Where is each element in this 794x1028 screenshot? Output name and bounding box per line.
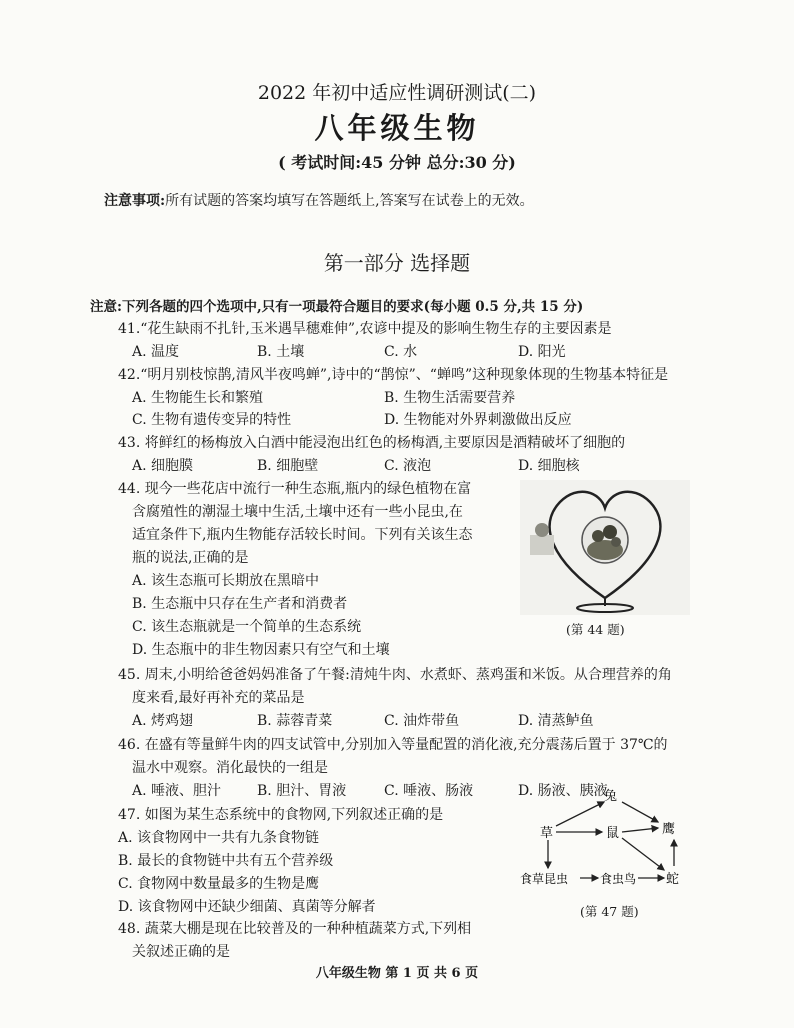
- q47-figure-caption: (第 47 题): [580, 904, 639, 919]
- q41-option-a: A. 温度: [132, 344, 180, 360]
- small-pot-icon: [530, 535, 554, 555]
- arrow-rabbit-hawk: [622, 802, 658, 822]
- q47-stem: 47. 如图为某生态系统中的食物网,下列叙述正确的是: [118, 807, 444, 823]
- exam-title: 2022 年初中适应性调研测试(二): [257, 82, 537, 104]
- section-title: 第一部分 选择题: [323, 251, 471, 275]
- q46-stem-line: 46. 在盛有等量鲜牛肉的四支试管中,分别加入等量配置的消化液,充分震荡后置于 37℃的: [118, 737, 668, 753]
- node-snake: 蛇: [666, 872, 680, 887]
- q48-stem-line: 48. 蔬菜大棚是现在比较普及的一种种植蔬菜方式,下列相: [118, 921, 472, 937]
- node-insect: 食草昆虫: [520, 872, 569, 886]
- q42-stem: 42.“明月别枝惊鹊,清风半夜鸣蝉”,诗中的“鹊惊”、“蝉鸣”这种现象体现的生物基本特征是: [118, 367, 669, 383]
- q44-stem-line: 瓶的说法,正确的是: [132, 550, 249, 566]
- q41-option-c: C. 水: [384, 344, 418, 360]
- q41-option-b: B. 土壤: [257, 344, 305, 360]
- page-footer: 八年级生物 第 1 页 共 6 页: [315, 966, 479, 981]
- node-grass: 草: [540, 826, 554, 841]
- q43-option-d: D. 细胞核: [518, 458, 580, 474]
- subject-title: 八年级生物: [314, 111, 480, 145]
- notice-label: 注意事项:: [104, 193, 166, 209]
- q47-option-b: B. 最长的食物链中共有五个营养级: [118, 853, 334, 869]
- small-plant-icon: [535, 523, 549, 537]
- q42-option-b: B. 生物生活需要营养: [384, 390, 516, 406]
- q46-option-c: C. 唾液、肠液: [384, 783, 474, 799]
- q44-figure-caption: (第 44 题): [566, 622, 625, 637]
- q44-stem-line: 适宜条件下,瓶内生物能存活较长时间。下列有关该生态: [132, 527, 473, 543]
- q47-option-c: C. 食物网中数量最多的生物是鹰: [118, 876, 320, 892]
- q41-option-d: D. 阳光: [518, 344, 566, 360]
- q46-stem-line: 温水中观察。消化最快的一组是: [132, 760, 328, 776]
- q43-option-a: A. 细胞膜: [132, 458, 194, 474]
- q48-stem-line: 关叙述正确的是: [132, 944, 230, 960]
- plant-icon: [592, 530, 604, 542]
- q44-option-d: D. 生态瓶中的非生物因素只有空气和土壤: [132, 642, 390, 658]
- q45-option-b: B. 蒜蓉青菜: [257, 713, 333, 729]
- q43-option-b: B. 细胞壁: [257, 458, 319, 474]
- arrow-mouse-hawk: [622, 828, 658, 832]
- node-rabbit: 兔: [604, 789, 618, 804]
- q44-option-b: B. 生态瓶中只存在生产者和消费者: [132, 596, 348, 612]
- q45-option-d: D. 清蒸鲈鱼: [518, 713, 594, 729]
- ecobottle-figure: [520, 480, 690, 615]
- q46-option-b: B. 胆汁、胃液: [257, 783, 347, 799]
- q45-stem-line: 45. 周末,小明给爸爸妈妈准备了午餐:清炖牛肉、水煮虾、蒸鸡蛋和米饭。从合理营养的角: [118, 667, 672, 683]
- arrow-grass-rabbit: [556, 802, 604, 826]
- q47-option-d: D. 该食物网中还缺少细菌、真菌等分解者: [118, 899, 376, 915]
- node-hawk: 鹰: [662, 822, 676, 837]
- q45-option-a: A. 烤鸡翅: [132, 713, 194, 729]
- q42-option-d: D. 生物能对外界刺激做出反应: [384, 412, 572, 428]
- q45-stem-line: 度来看,最好再补充的菜品是: [132, 690, 305, 706]
- q43-option-c: C. 液泡: [384, 458, 432, 474]
- notice: [104, 190, 534, 210]
- q41-stem: 41.“花生缺雨不扎针,玉米遇旱穗难伸”,农谚中提及的影响生物生存的主要因素是: [118, 321, 612, 337]
- arrow-mouse-snake: [622, 838, 664, 870]
- q42-option-a: A. 生物能生长和繁殖: [132, 390, 264, 406]
- section-instruction: 注意:下列各题的四个选项中,只有一项最符合题目的要求(每小题 0.5 分,共 15 分): [90, 299, 584, 315]
- plant-icon: [603, 525, 617, 539]
- q46-option-d: D. 肠液、胰液: [518, 783, 608, 799]
- q44-option-a: A. 该生态瓶可长期放在黑暗中: [132, 573, 320, 589]
- node-bird: 食虫鸟: [600, 872, 637, 886]
- plant-icon: [611, 537, 621, 547]
- q46-option-a: A. 唾液、胆汁: [132, 783, 222, 799]
- q42-option-c: C. 生物有遗传变异的特性: [132, 412, 292, 428]
- q44-stem-line: 44. 现今一些花店中流行一种生态瓶,瓶内的绿色植物在富: [118, 481, 472, 497]
- q44-option-c: C. 该生态瓶就是一个简单的生态系统: [132, 619, 362, 635]
- q45-option-c: C. 油炸带鱼: [384, 713, 460, 729]
- node-mouse: 鼠: [606, 826, 620, 841]
- notice-text: 所有试题的答案均填写在答题纸上,答案写在试卷上的无效。: [165, 193, 534, 209]
- q44-stem-line: 含腐殖性的潮湿土壤中生活,土壤中还有一些小昆虫,在: [132, 504, 463, 520]
- exam-info: ( 考试时间:45 分钟 总分:30 分): [278, 153, 516, 172]
- q47-option-a: A. 该食物网中一共有九条食物链: [118, 830, 320, 846]
- food-web-diagram: [518, 786, 698, 898]
- q43-stem: 43. 将鲜红的杨梅放入白酒中能浸泡出红色的杨梅酒,主要原因是酒精破坏了细胞的: [118, 435, 626, 451]
